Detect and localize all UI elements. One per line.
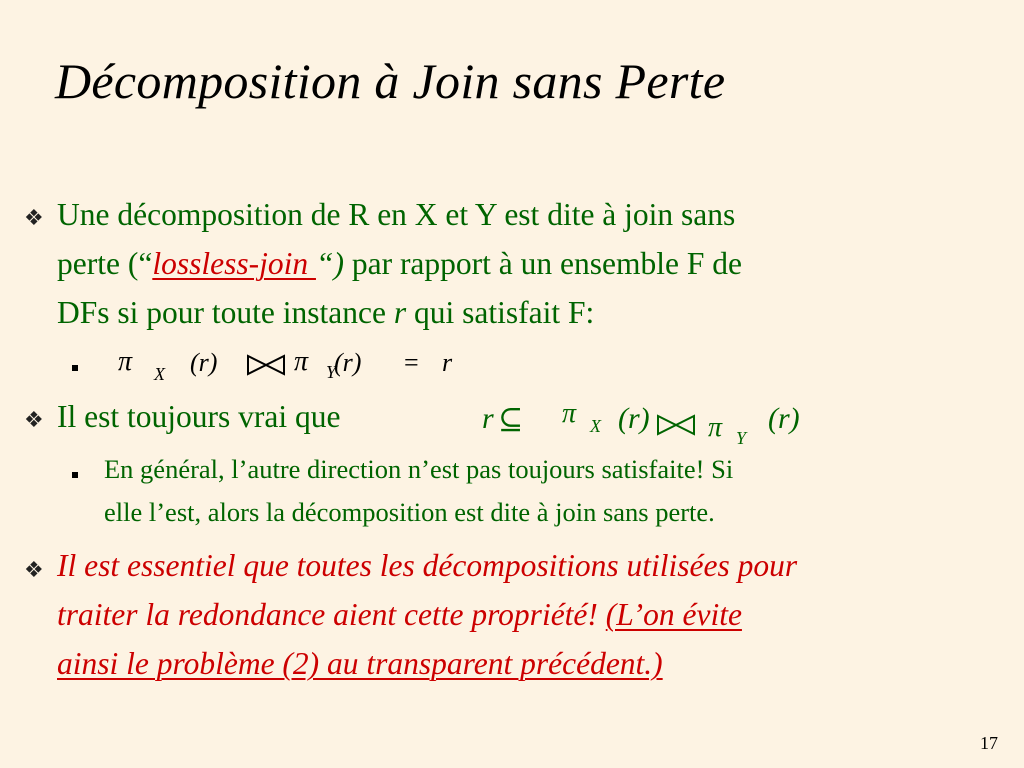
pi-symbol: π bbox=[708, 412, 723, 443]
result-r: r bbox=[442, 348, 453, 377]
page-number: 17 bbox=[980, 733, 998, 753]
bullet1-text-c: par rapport à un ensemble F de bbox=[343, 246, 742, 281]
subscript-y: Y bbox=[326, 362, 337, 382]
natural-join-icon bbox=[246, 354, 286, 376]
var-r: r bbox=[482, 402, 494, 435]
diamond-bullet-icon: ❖ bbox=[24, 205, 44, 230]
diamond-bullet-icon: ❖ bbox=[24, 557, 44, 582]
lossless-join-term: lossless-join bbox=[152, 246, 316, 281]
bullet1-text-e: qui satisfait F: bbox=[406, 295, 595, 330]
bullet1-text-a: perte (“ bbox=[57, 246, 153, 281]
pi-symbol: π bbox=[118, 346, 133, 377]
arg-r: (r) bbox=[618, 402, 650, 435]
square-bullet-icon bbox=[72, 365, 78, 371]
equals-sign: = bbox=[404, 348, 419, 377]
sub-bullet-line1: En général, l’autre direction n’est pas toujours satisfaite! Si bbox=[104, 454, 734, 484]
bullet1-line1: Une décomposition de R en X et Y est dite à join sans bbox=[57, 197, 736, 232]
bullet3-line1: Il est essentiel que toutes les décompositions utilisées pour bbox=[57, 548, 798, 583]
bullet1-text-d: DFs si pour toute instance bbox=[57, 295, 394, 330]
subset-symbol: ⊆ bbox=[498, 403, 524, 436]
pi-symbol: π bbox=[562, 398, 577, 429]
arg-r: (r) bbox=[768, 402, 800, 435]
bullet3-line2 bbox=[57, 597, 742, 633]
subscript-x: X bbox=[590, 416, 601, 436]
square-bullet-icon bbox=[72, 472, 78, 478]
bullet1-text-b: “) bbox=[315, 246, 344, 281]
subscript-x: X bbox=[154, 364, 165, 384]
bullet3-underlined-a: (L’on évite bbox=[605, 597, 742, 632]
natural-join-icon bbox=[656, 414, 696, 436]
arg-r: (r) bbox=[334, 348, 362, 377]
sub-bullet-line2: elle l’est, alors la décomposition est dite à join sans perte. bbox=[104, 497, 715, 527]
bullet3-line3: ainsi le problème (2) au transparent précédent.) bbox=[57, 646, 663, 681]
subscript-y: Y bbox=[736, 428, 747, 448]
diamond-bullet-icon: ❖ bbox=[24, 407, 44, 432]
bullet2-text: Il est toujours vrai que bbox=[57, 399, 341, 434]
arg-r: (r) bbox=[190, 348, 218, 377]
bullet3-text-a: traiter la redondance aient cette propriété! bbox=[57, 597, 606, 632]
instance-r: r bbox=[393, 295, 407, 330]
slide-title: Décomposition à Join sans Perte bbox=[55, 53, 726, 109]
pi-symbol: π bbox=[294, 346, 309, 377]
bullet1-line2 bbox=[57, 246, 742, 282]
bullet1-line3 bbox=[57, 295, 594, 331]
